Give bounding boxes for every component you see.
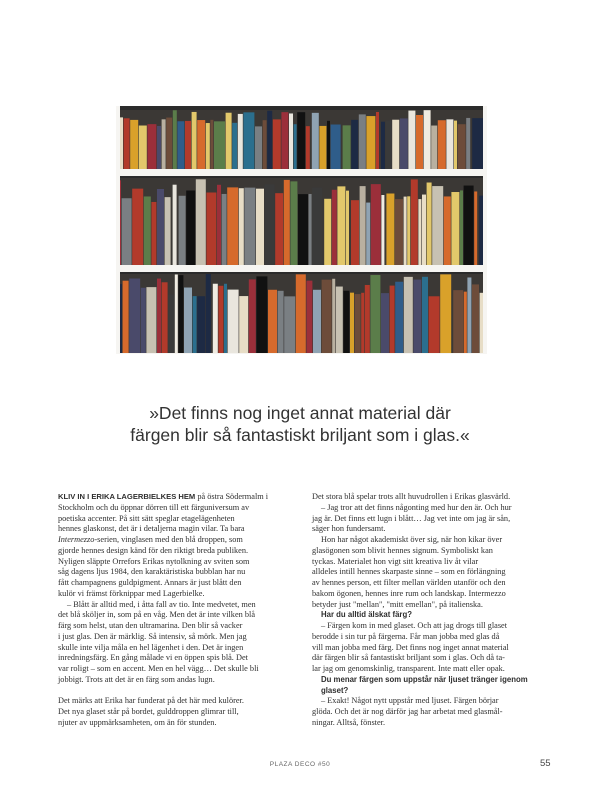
book-spine xyxy=(243,112,254,170)
body-text: tyckas. Materialet hon vigt sitt kreativa liv åt vilar xyxy=(312,556,479,566)
book-spine xyxy=(232,123,237,170)
book-spine xyxy=(166,118,172,170)
book-spine xyxy=(214,121,225,170)
book-spine xyxy=(381,293,389,354)
pull-quote-line-2: färgen blir så fantastiskt briljant som i glas.« xyxy=(130,425,470,445)
book-spine xyxy=(392,120,399,170)
body-text: där färgen blir så fantastiskt briljant som i glas. Och då ta- xyxy=(312,653,505,663)
book-spine xyxy=(290,181,297,266)
book-spine xyxy=(313,290,321,354)
book-spine xyxy=(361,293,364,354)
body-text: kulör vi främst förknippar med Lagerbielke. xyxy=(58,588,205,598)
book-spine xyxy=(263,120,267,170)
book-spine xyxy=(365,285,370,354)
body-text: – Blått är alltid med, i åtta fall av tio. Inte medvetet, men xyxy=(67,599,256,609)
book-spine xyxy=(144,196,151,266)
book-spine xyxy=(370,275,380,354)
body-text: hennes glaskonst, det är i detaljerna magin vilar. Ta bara xyxy=(58,524,245,534)
book-spine xyxy=(192,112,197,170)
book-spine xyxy=(141,288,146,354)
book-spine xyxy=(129,279,140,354)
body-text: Det stora blå spelar trots allt huvudrollen i Erikas glasvärld. xyxy=(312,492,511,501)
body-text-italic: Intermezzo xyxy=(58,535,95,544)
book-spine xyxy=(151,202,156,266)
book-spine xyxy=(332,279,335,354)
shelf-side-panel xyxy=(483,106,487,354)
book-spine xyxy=(343,291,349,354)
book-spine xyxy=(360,186,366,266)
book-spine xyxy=(179,196,186,266)
body-text: Hon har något akademiskt över sig, när hon kikar över xyxy=(321,535,503,544)
book-spine xyxy=(460,190,463,266)
book-spine xyxy=(351,200,359,266)
book-spine xyxy=(178,275,183,354)
book-spine xyxy=(422,277,428,354)
article-lead-in: KLIV IN I ERIKA LAGERBIELKES HEM xyxy=(58,492,196,501)
book-spine xyxy=(217,185,221,266)
book-spine xyxy=(173,110,177,170)
book-spine xyxy=(244,188,255,266)
body-text: inredningsfärg. En gång målade vi en öppen spis blå. Det xyxy=(58,653,248,663)
body-text: Det märks att Erika har funderat på det här med kulörer. xyxy=(58,696,244,706)
book-spine xyxy=(268,290,277,354)
book-spine xyxy=(157,279,161,354)
book-spine xyxy=(346,191,349,266)
book-spine xyxy=(427,183,432,266)
book-spine xyxy=(431,126,437,170)
book-spine xyxy=(337,186,345,266)
body-text: njuter av uppmärksamheten, om än för stunden. xyxy=(58,717,217,727)
book-spine xyxy=(404,277,413,354)
book-spine xyxy=(418,199,421,266)
body-text: Det nya glaset står på bordet, gulddroppen glimrar till, xyxy=(58,707,239,716)
body-text: gjorde hennes design känd för den riktigt breda publiken. xyxy=(58,545,249,555)
book-spine xyxy=(413,280,421,354)
book-spine xyxy=(130,120,138,170)
book-spine xyxy=(411,179,418,266)
body-text: i just glas. Den är märklig. Så intensiv, så mörk. Men jag xyxy=(58,631,247,641)
book-spine xyxy=(351,120,358,170)
body-text: av hennes person, ett filter mellan världen utanför och den xyxy=(312,578,506,587)
book-spine xyxy=(162,119,166,170)
book-spine xyxy=(157,126,161,170)
book-spine xyxy=(438,120,446,170)
book-spine xyxy=(278,291,284,354)
body-text: fått champagnens guldpigment. Annars är just blått den xyxy=(58,578,242,587)
body-text: poetiska accenter. På sitt sätt speglar etagelägenheten xyxy=(58,513,235,523)
book-spine xyxy=(186,191,195,266)
book-spine xyxy=(395,282,403,354)
body-text: glasögonen som blivit hennes signum. Symboliskt kan xyxy=(312,545,493,555)
body-text: lar jag om genomskinlig, transparent. Inte matt eller opak. xyxy=(312,664,505,673)
book-spine xyxy=(206,192,216,266)
book-spine xyxy=(218,286,223,354)
book-spine xyxy=(381,122,385,170)
book-spine xyxy=(306,281,312,354)
book-spine xyxy=(175,274,178,354)
book-spine xyxy=(381,195,384,266)
book-spine xyxy=(228,290,239,354)
body-text: berodde i sin tur på färgerna. Får man jobba med glas då xyxy=(312,631,500,641)
book-spine xyxy=(306,126,310,170)
interview-question: Du menar färgen som uppstår när ljuset tränger igenom xyxy=(321,674,528,684)
book-spine xyxy=(146,287,156,354)
book-spine xyxy=(296,274,306,354)
book-spine xyxy=(424,110,431,170)
book-spine xyxy=(289,113,293,170)
book-spine xyxy=(408,111,415,170)
book-spine xyxy=(422,195,426,266)
book-spine xyxy=(227,187,238,266)
book-spine xyxy=(255,126,262,170)
book-spine xyxy=(350,293,354,354)
book-spine xyxy=(132,189,143,266)
book-spine xyxy=(297,112,305,170)
body-text: alldeles intill hennes skarpaste sinne – som en förlängning xyxy=(312,567,506,577)
bookshelf-photo xyxy=(116,106,487,354)
book-spine xyxy=(122,198,132,266)
book-spine xyxy=(400,118,408,170)
body-text: -serien, vinglasen med den blå droppen, som xyxy=(94,535,243,544)
book-spine xyxy=(157,189,164,266)
book-spine xyxy=(165,197,171,266)
book-spine xyxy=(366,203,370,266)
book-spine xyxy=(275,193,283,266)
pull-quote-line-1: »Det finns nog inget annat material där xyxy=(149,403,451,423)
book-spine xyxy=(331,125,341,170)
body-text: betyder just "mellan", "mitt emellan", på italienska. xyxy=(312,599,483,609)
interview-question: Har du alltid älskat färg? xyxy=(321,610,412,620)
book-spine xyxy=(453,290,463,354)
book-spine xyxy=(193,296,197,354)
book-spine xyxy=(416,115,423,170)
book-spine xyxy=(404,197,407,266)
book-spine xyxy=(355,294,361,354)
book-spine xyxy=(281,112,288,170)
book-spine xyxy=(256,276,267,354)
body-text: såg dagens ljus 1984, den karaktäristiska bubblan har nu xyxy=(58,567,246,577)
book-spine xyxy=(185,121,191,170)
book-spine xyxy=(284,180,290,266)
book-spine xyxy=(197,296,205,354)
book-spine xyxy=(294,124,297,170)
shelf-board xyxy=(116,353,487,354)
book-spine xyxy=(371,184,381,266)
book-spine xyxy=(464,186,474,266)
book-spine xyxy=(386,194,394,266)
book-spine xyxy=(407,196,410,266)
body-text: – Färgen kom in med glaset. Och att jag drogs till glaset xyxy=(321,621,508,630)
book-spine xyxy=(162,282,168,354)
book-spine xyxy=(395,199,403,266)
book-spine xyxy=(332,190,337,266)
book-spine xyxy=(312,113,319,170)
body-text: – Jag tror att det finns någonting med hur den är. Och hur xyxy=(321,502,512,512)
book-spine xyxy=(386,120,392,170)
book-spine xyxy=(343,125,351,170)
body-text: Stockholm och du öppnar dörren till ett färguniversum av xyxy=(58,502,250,512)
book-spine xyxy=(336,287,343,354)
book-spine xyxy=(168,294,174,354)
book-spine xyxy=(312,188,322,266)
book-spine xyxy=(444,196,451,266)
pull-quote xyxy=(60,402,540,446)
book-spine xyxy=(224,284,227,354)
book-spine xyxy=(376,112,379,170)
book-spine xyxy=(226,113,232,170)
body-text: på östra Södermalm i xyxy=(195,492,269,501)
book-spine xyxy=(123,281,129,354)
book-spine xyxy=(472,284,479,354)
book-spine xyxy=(184,288,192,354)
book-spine xyxy=(147,124,156,170)
body-text: skulle inte vilja måla en hel lägenhet i den. Det är ingen xyxy=(58,642,244,652)
body-text: Nyligen släppte Orrefors Erikas nytolkning av sviten som xyxy=(58,556,250,566)
book-spine xyxy=(267,111,272,170)
book-spine xyxy=(206,274,211,354)
book-spine xyxy=(440,274,451,354)
book-spine xyxy=(327,121,330,170)
book-spine xyxy=(467,277,471,354)
book-spine xyxy=(177,121,184,170)
paragraph-gap xyxy=(58,686,288,697)
book-spine xyxy=(298,194,308,266)
body-text: var roligt – som en accent. Men en hel vägg… Det skulle bli xyxy=(58,664,259,673)
interview-question: glaset? xyxy=(321,685,349,695)
bookshelf-illustration xyxy=(116,106,487,354)
book-spine xyxy=(359,114,366,170)
book-spine xyxy=(206,123,210,170)
book-spine xyxy=(197,120,205,170)
book-spine xyxy=(249,279,256,354)
book-spine xyxy=(213,284,218,354)
book-spine xyxy=(222,194,227,266)
book-spine xyxy=(196,179,206,266)
book-spine xyxy=(239,296,248,354)
book-spine xyxy=(309,194,312,266)
book-spine xyxy=(210,120,213,170)
book-spine xyxy=(429,296,440,354)
body-text: bakom ögonen, hennes inre rum och landskap. Intermezzo xyxy=(312,588,506,598)
book-spine xyxy=(139,126,147,170)
book-spine xyxy=(446,119,453,170)
body-text: vill man jobba med färg. Det finns nog inget annat material xyxy=(312,642,509,652)
book-spine xyxy=(265,184,275,266)
book-spine xyxy=(366,116,375,170)
body-text: säger hon fundersamt. xyxy=(312,524,386,534)
book-spine xyxy=(273,119,281,170)
book-spine xyxy=(464,292,467,354)
shelf-side-panel xyxy=(116,106,120,354)
book-spine xyxy=(322,280,332,354)
magazine-footer: PLAZA DECO #50 xyxy=(269,761,331,768)
book-spine xyxy=(390,286,395,354)
book-spine xyxy=(239,188,244,266)
book-spine xyxy=(238,114,243,170)
book-spine xyxy=(474,191,477,266)
page-number: 55 xyxy=(540,758,551,769)
body-text: – Exakt! Något nytt uppstår med ljuset. Färgen börjar xyxy=(321,696,499,706)
book-spine xyxy=(124,118,130,170)
book-spine xyxy=(458,124,466,170)
book-spine xyxy=(466,118,470,170)
book-spine xyxy=(472,118,483,170)
body-text: ningar. Alltså, fönster. xyxy=(312,717,386,727)
article-column-left xyxy=(58,492,288,729)
body-text: färg som helst, utan den ultramarina. Den blir så vacker xyxy=(58,621,243,630)
book-spine xyxy=(432,186,443,266)
book-spine xyxy=(319,126,326,170)
body-text: det blå sköljer in, som på en våg. Men det är inte vilken blå xyxy=(58,610,255,620)
body-text: jobbigt. Trots att det är en färg som andas lugn. xyxy=(58,674,215,684)
book-spine xyxy=(324,199,331,266)
article-column-right xyxy=(312,492,542,729)
book-spine xyxy=(256,189,264,266)
body-text: glöda. Och det är nog därför jag har arbetat med glasmål- xyxy=(312,707,503,716)
shelf-board xyxy=(116,169,487,176)
body-text: jag är. Det finns ett lugn i blått… Jag vet inte om jag är sån, xyxy=(312,513,511,523)
book-spine xyxy=(284,296,295,354)
shelf-board xyxy=(116,265,487,272)
book-spine xyxy=(173,185,177,266)
book-spine xyxy=(454,121,457,170)
book-spine xyxy=(451,192,459,266)
